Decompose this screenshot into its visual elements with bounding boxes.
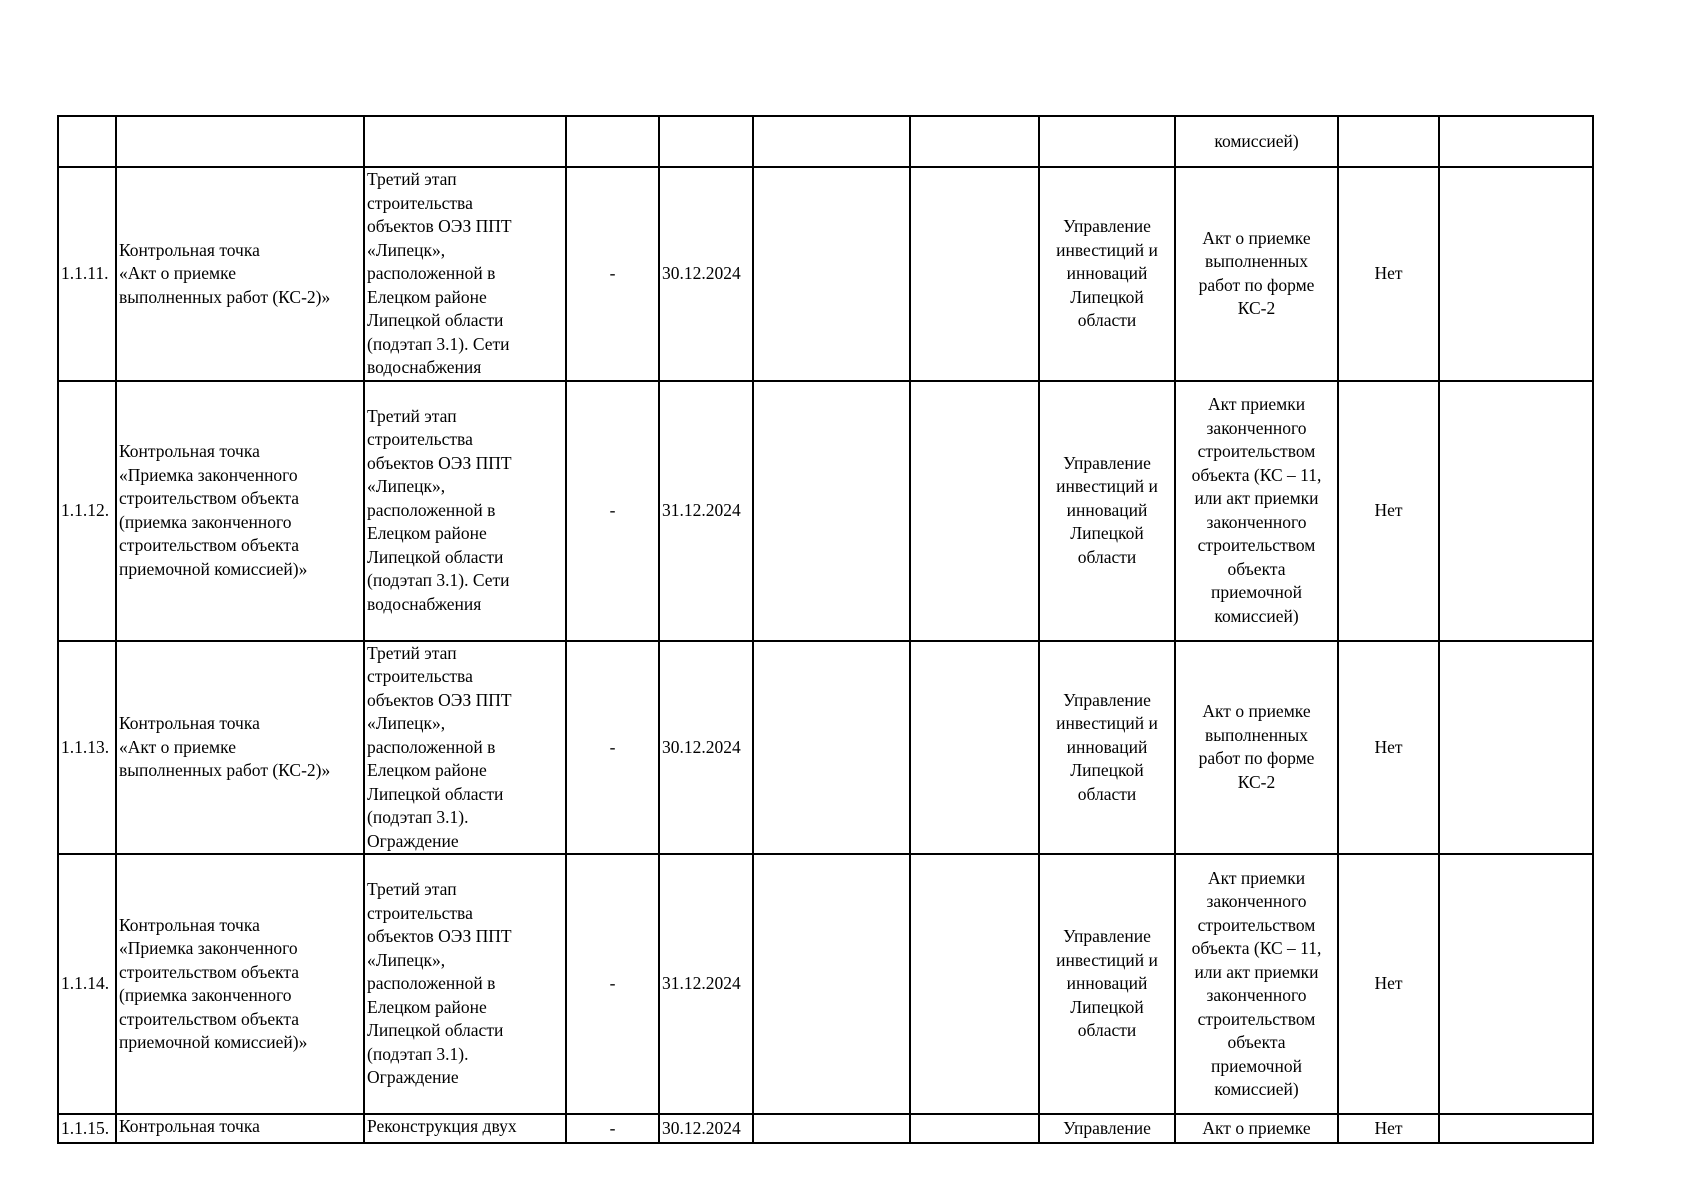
cell-empty [910,381,1039,641]
cell-flag: Нет [1338,641,1439,855]
cell-flag: Нет [1338,381,1439,641]
cell-object: Реконструкция двух [364,1114,566,1143]
table-row [58,641,1593,855]
cell-document: Акт о приемке [1175,1114,1338,1143]
cell-empty [753,116,910,167]
cell-document: Акт о приемке выполненных работ по форме КС-2 [1175,167,1338,381]
cell-empty [1439,167,1593,381]
cell-empty [910,167,1039,381]
cell-end: 31.12.2024 [659,854,753,1114]
cell-empty [1439,1114,1593,1143]
cell-object: Третий этап строительства объектов ОЭЗ ППТ «Липецк», расположенной в Елецком районе Липецкой области (подэтап 3.1). Ограждение [364,854,566,1114]
cell-empty [910,641,1039,855]
cell-empty [753,1114,910,1143]
cell-responsible: Управление инвестиций и инноваций Липецкой области [1039,167,1175,381]
cell-start: - [566,854,659,1114]
cell-start: - [566,1114,659,1143]
table-row [58,381,1593,641]
cell-empty [1439,854,1593,1114]
cell-end [659,116,753,167]
cell-empty [753,167,910,381]
cell-number: 1.1.11. [58,167,116,381]
cell-empty [753,381,910,641]
cell-empty [910,1114,1039,1143]
cell-flag [1338,116,1439,167]
cell-empty [1439,381,1593,641]
cell-empty [753,641,910,855]
cell-name: Контрольная точка «Приемка законченного строительством объекта (приемка законченного строительством объекта приемочной комиссией)» [116,381,364,641]
cell-number: 1.1.15. [58,1114,116,1143]
table-row [58,854,1593,1114]
cell-name: Контрольная точка «Акт о приемке выполненных работ (КС-2)» [116,641,364,855]
cell-flag: Нет [1338,854,1439,1114]
cell-start: - [566,641,659,855]
table-row [58,1114,1593,1143]
cell-document: Акт о приемке выполненных работ по форме КС-2 [1175,641,1338,855]
table-row [58,167,1593,381]
cell-empty [910,854,1039,1114]
cell-empty [910,116,1039,167]
cell-flag: Нет [1338,1114,1439,1143]
cell-end: 30.12.2024 [659,641,753,855]
cell-responsible: Управление инвестиций и инноваций Липецкой области [1039,641,1175,855]
cell-number: 1.1.14. [58,854,116,1114]
cell-start [566,116,659,167]
cell-name: Контрольная точка [116,1114,364,1143]
cell-start: - [566,167,659,381]
cell-name: Контрольная точка «Акт о приемке выполненных работ (КС-2)» [116,167,364,381]
cell-empty [753,854,910,1114]
cell-object: Третий этап строительства объектов ОЭЗ ППТ «Липецк», расположенной в Елецком районе Липецкой области (подэтап 3.1). Сети водоснабжения [364,381,566,641]
cell-start: - [566,381,659,641]
cell-document: Акт приемки законченного строительством объекта (КС – 11, или акт приемки законченного строительством объекта приемочной комиссией) [1175,381,1338,641]
cell-responsible: Управление инвестиций и инноваций Липецкой области [1039,854,1175,1114]
cell-responsible [1039,116,1175,167]
cell-empty [1439,641,1593,855]
cell-responsible: Управление [1039,1114,1175,1143]
cell-object: Третий этап строительства объектов ОЭЗ ППТ «Липецк», расположенной в Елецком районе Липецкой области (подэтап 3.1). Ограждение [364,641,566,855]
cell-number: 1.1.13. [58,641,116,855]
cell-object [364,116,566,167]
cell-number [58,116,116,167]
control-points-table [57,115,1594,1144]
cell-end: 30.12.2024 [659,1114,753,1143]
cell-name: Контрольная точка «Приемка законченного строительством объекта (приемка законченного строительством объекта приемочной комиссией)» [116,854,364,1114]
cell-number: 1.1.12. [58,381,116,641]
cell-object: Третий этап строительства объектов ОЭЗ ППТ «Липецк», расположенной в Елецком районе Липецкой области (подэтап 3.1). Сети водоснабжения [364,167,566,381]
cell-end: 31.12.2024 [659,381,753,641]
table-row-continuation [58,116,1593,167]
cell-name [116,116,364,167]
cell-responsible: Управление инвестиций и инноваций Липецкой области [1039,381,1175,641]
cell-end: 30.12.2024 [659,167,753,381]
cell-document: комиссией) [1175,116,1338,167]
cell-flag: Нет [1338,167,1439,381]
cell-empty [1439,116,1593,167]
cell-document: Акт приемки законченного строительством объекта (КС – 11, или акт приемки законченного строительством объекта приемочной комиссией) [1175,854,1338,1114]
